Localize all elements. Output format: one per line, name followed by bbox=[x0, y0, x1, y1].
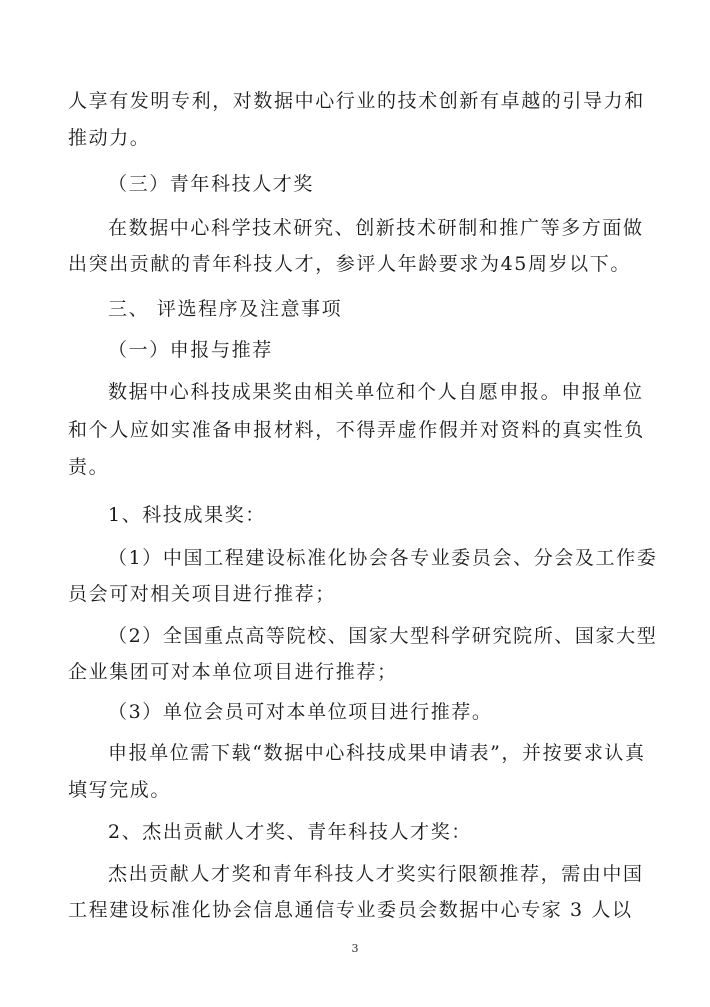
section-heading: （一）申报与推荐 bbox=[108, 339, 273, 361]
text-line: 在数据中心科学技术研究、创新技术研制和推广等多方面做 bbox=[108, 217, 644, 239]
text-line: 工程建设标准化协会信息通信专业委员会数据中心专家 3 人以 bbox=[68, 899, 633, 921]
text-line: （3）单位会员可对本单位项目进行推荐。 bbox=[108, 701, 493, 723]
text-line: 杰出贡献人才奖和青年科技人才奖实行限额推荐，需由中国 bbox=[108, 863, 644, 885]
text-line: 责。 bbox=[68, 456, 110, 478]
text-line: （2）全国重点高等院校、国家大型科学研究院所、国家大型 bbox=[108, 625, 658, 647]
section-heading: （三）青年科技人才奖 bbox=[108, 173, 315, 195]
text-line: 申报单位需下载“数据中心科技成果申请表”，并按要求认真 bbox=[108, 742, 646, 764]
text-line: 出突出贡献的青年科技人才，参评人年龄要求为45周岁以下。 bbox=[68, 253, 631, 275]
text-line: 数据中心科技成果奖由相关单位和个人自愿申报。申报单位 bbox=[108, 381, 644, 403]
text-line: （1）中国工程建设标准化协会各专业委员会、分会及工作委 bbox=[108, 547, 658, 569]
text-line: 填写完成。 bbox=[68, 779, 172, 801]
page-number: 3 bbox=[351, 942, 359, 955]
text-line: 人享有发明专利，对数据中心行业的技术创新有卓越的引导力和 bbox=[68, 90, 645, 112]
text-line: 员会可对相关项目进行推荐； bbox=[68, 583, 336, 605]
text-line: 推动力。 bbox=[68, 127, 151, 149]
text-line: 企业集团可对本单位项目进行推荐； bbox=[68, 661, 398, 683]
section-heading: 三、 评选程序及注意事项 bbox=[108, 298, 343, 320]
text-line: 和个人应如实准备申报材料，不得弄虚作假并对资料的真实性负 bbox=[68, 419, 645, 441]
section-heading: 1、科技成果奖： bbox=[108, 504, 266, 526]
section-heading: 2、杰出贡献人才奖、青年科技人才奖： bbox=[108, 821, 472, 843]
